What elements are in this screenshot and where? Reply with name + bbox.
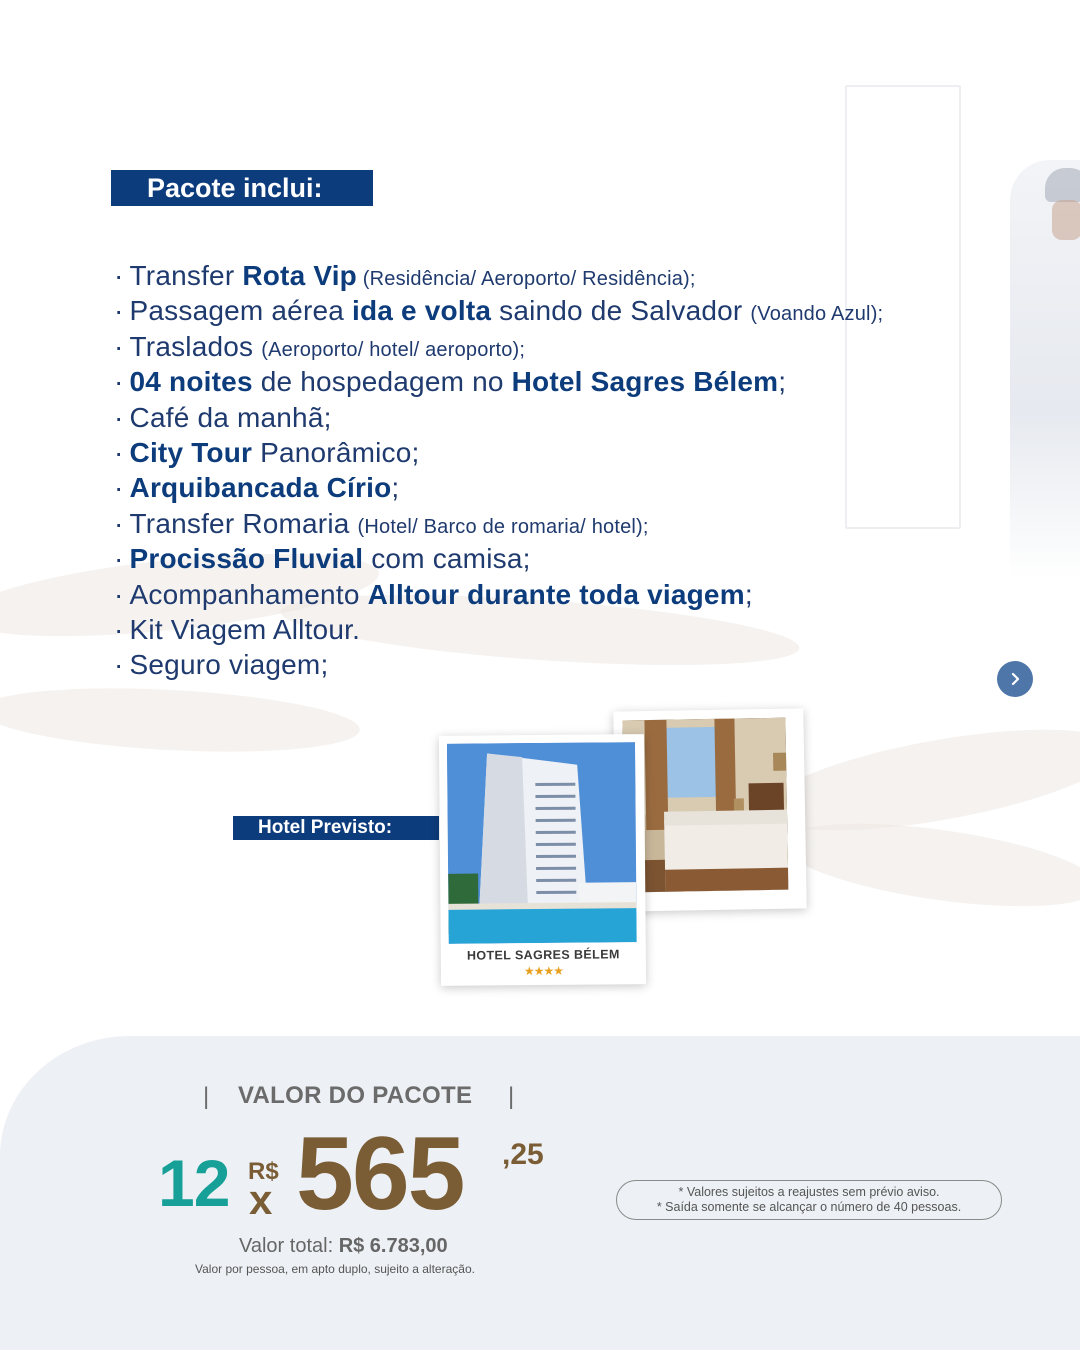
- list-item: [114, 541, 883, 576]
- item-text: ;: [391, 472, 400, 504]
- highlight-text: ida e volta: [352, 295, 492, 327]
- background-face: [1052, 200, 1080, 240]
- bullet: ·: [114, 578, 124, 610]
- package-value-title: VALOR DO PACOTE: [238, 1082, 473, 1109]
- list-item: [114, 435, 883, 470]
- item-text: Transfer: [129, 260, 243, 291]
- bullet: ·: [114, 613, 124, 645]
- bullet: ·: [114, 330, 124, 362]
- item-text: (Hotel/ Barco de romaria/ hotel);: [357, 515, 649, 538]
- list-item: [114, 470, 883, 505]
- hotel-previsto-label: Hotel Previsto:: [233, 816, 439, 840]
- background-rope: [0, 680, 361, 760]
- hotel-name: HOTEL SAGRES BÉLEM: [466, 947, 620, 963]
- included-items-list: [114, 258, 883, 683]
- item-text: Passagem aérea: [129, 295, 352, 327]
- list-item: [114, 400, 883, 435]
- item-text: Seguro viagem;: [129, 649, 329, 681]
- highlight-text: 04 noites: [129, 366, 253, 398]
- highlight-text: Alltour durante toda viagem: [367, 578, 745, 610]
- hotel-building-photo: [447, 742, 637, 944]
- item-text: (Aeroporto/ hotel/ aeroporto);: [261, 338, 526, 361]
- next-slide-button[interactable]: [997, 661, 1033, 697]
- list-item: [114, 293, 883, 328]
- background-cap: [1045, 168, 1080, 202]
- installment-count: 12: [158, 1146, 230, 1220]
- bullet: ·: [114, 649, 124, 681]
- installment-amount: 565: [296, 1116, 464, 1232]
- item-text: Panorâmico;: [252, 436, 420, 468]
- item-text: (Voando Azul);: [750, 303, 884, 326]
- item-text: ;: [778, 366, 787, 398]
- total-label: Valor total:: [239, 1235, 339, 1257]
- highlight-text: Procissão Fluvial: [129, 543, 364, 575]
- title-divider-right: |: [508, 1083, 515, 1110]
- bullet: ·: [114, 543, 124, 575]
- highlight-text: Arquibancada Círio: [129, 472, 392, 504]
- hotel-room-photo: [622, 718, 788, 893]
- item-text: Café da manhã;: [129, 401, 332, 433]
- item-text: de hospedagem no: [252, 366, 512, 398]
- list-item: [114, 364, 883, 399]
- list-item: [114, 506, 883, 541]
- bullet: ·: [114, 472, 124, 504]
- hotel-star-rating: ★★★★: [523, 963, 564, 979]
- package-includes-badge: Pacote inclui:: [111, 170, 373, 206]
- total-value: [239, 1235, 448, 1258]
- item-text: ;: [744, 578, 753, 610]
- background-rope: [777, 808, 1080, 922]
- price-note: Valor por pessoa, em apto duplo, sujeito a alteração.: [195, 1262, 475, 1276]
- title-divider-left: |: [203, 1083, 210, 1110]
- bullet: ·: [114, 507, 124, 539]
- item-text: Kit Viagem Alltour.: [129, 613, 361, 645]
- item-text: Transfer Romaria: [129, 507, 358, 539]
- bullet: ·: [114, 401, 124, 433]
- hotel-photo-card: [439, 734, 646, 986]
- list-item: [114, 577, 883, 612]
- disclaimer-line-1: * Valores sujeitos a reajustes sem prévio aviso.: [678, 1185, 940, 1199]
- bullet: ·: [114, 260, 124, 291]
- item-text: com camisa;: [363, 543, 531, 575]
- item-text: Acompanhamento: [129, 578, 368, 610]
- list-item: [114, 612, 883, 647]
- total-amount: R$ 6.783,00: [338, 1235, 448, 1257]
- list-item: [114, 647, 883, 682]
- currency-symbol: R$: [248, 1158, 279, 1185]
- highlight-text: Rota Vip: [242, 260, 357, 291]
- chevron-right-icon: [1007, 671, 1023, 687]
- item-text: Traslados: [129, 330, 262, 362]
- highlight-text: Hotel Sagres Bélem: [511, 366, 779, 398]
- item-text: saindo de Salvador: [491, 295, 751, 327]
- bullet: ·: [114, 366, 124, 398]
- disclaimer-box: [616, 1180, 1002, 1220]
- disclaimer-line-2: * Saída somente se alcançar o número de 40 pessoas.: [656, 1200, 962, 1214]
- installment-cents: ,25: [502, 1138, 544, 1171]
- bullet: ·: [114, 295, 124, 327]
- list-item: [114, 258, 883, 293]
- times-sign: x: [249, 1176, 273, 1223]
- bullet: ·: [114, 436, 124, 468]
- list-item: [114, 329, 883, 364]
- highlight-text: City Tour: [129, 436, 253, 468]
- item-text: (Residência/ Aeroporto/ Residência);: [356, 268, 696, 290]
